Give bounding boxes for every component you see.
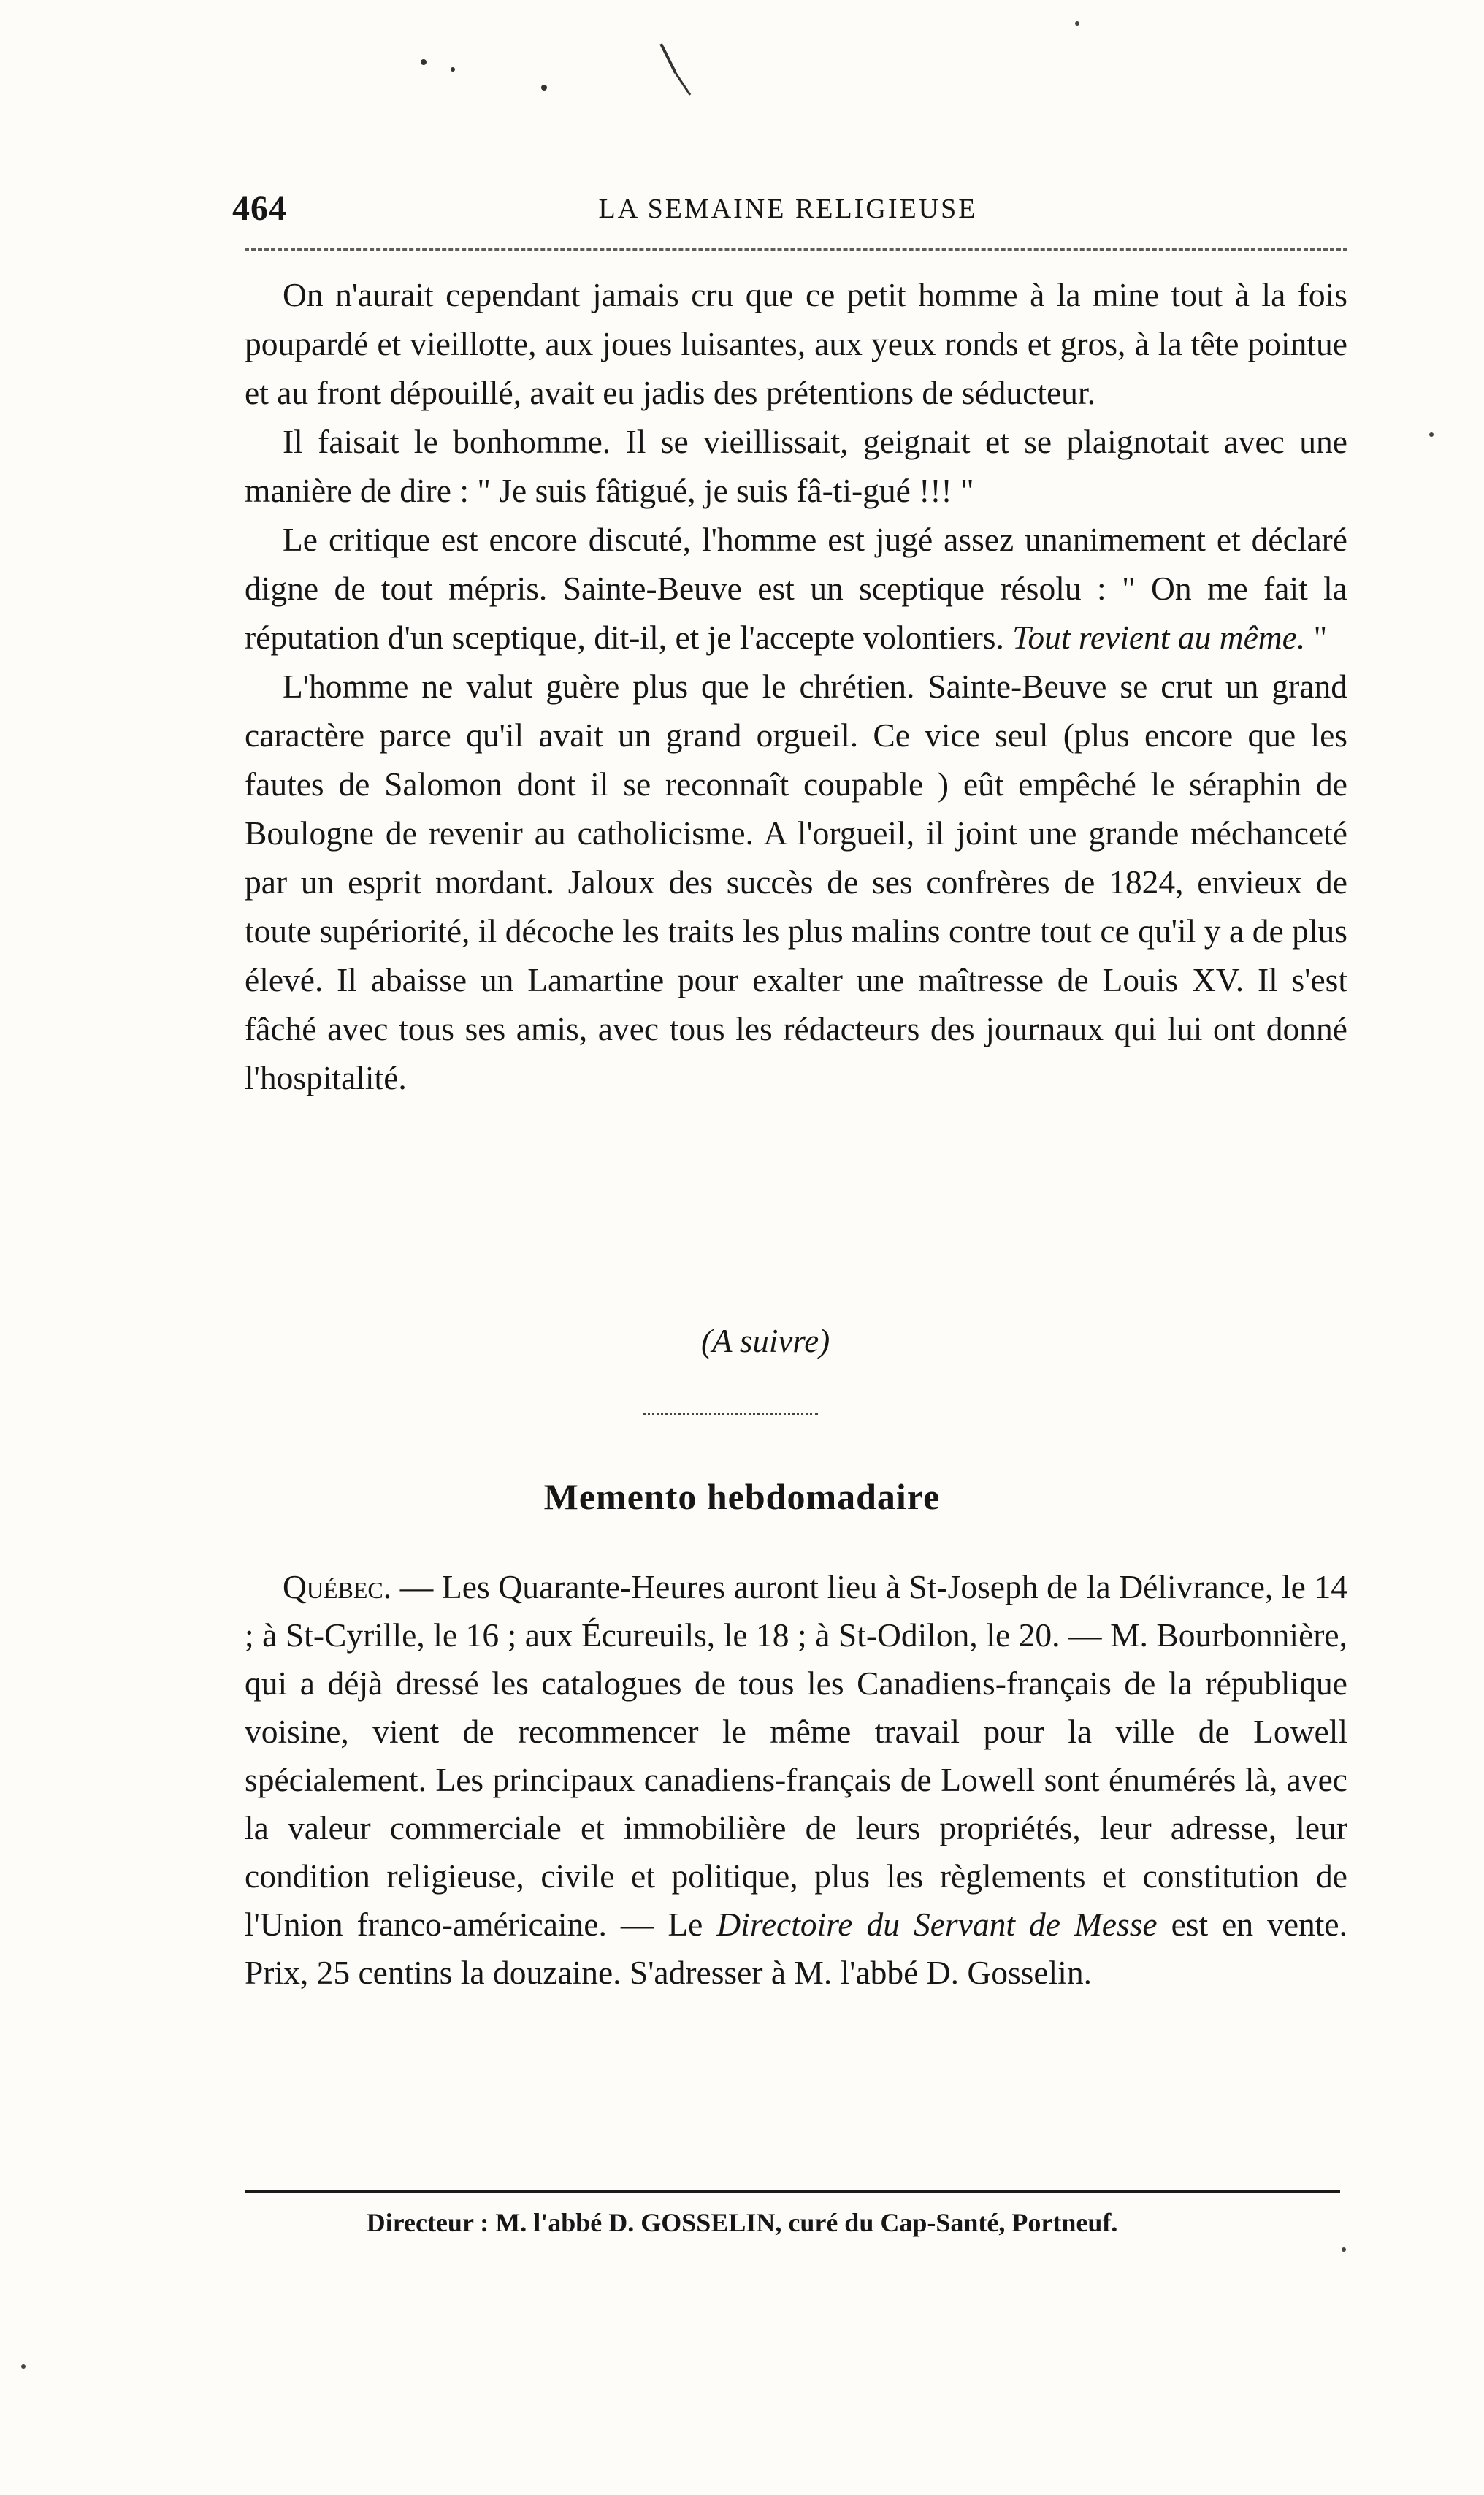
scan-speck — [1075, 21, 1079, 26]
article-paragraph — [245, 515, 1347, 662]
article-quote-italic: Tout revient au même. — [1012, 619, 1306, 656]
section-separator — [643, 1413, 818, 1415]
article-quote-close: " — [1305, 619, 1328, 656]
footer-credit: Directeur : M. l'abbé D. GOSSELIN, curé du Cap-Santé, Portneuf. — [366, 2208, 1118, 2237]
scan-speck — [451, 67, 455, 72]
article-paragraph-text: Le critique est encore discuté, l'homme est jugé assez unanimement et déclaré digne de tout mépris. Sainte-Beuve est un sceptique résolu : " On me fait la réputation d'un sceptique, dit-il, et je l'accepte volontiers. — [245, 521, 1347, 656]
scan-speck — [21, 2364, 26, 2369]
memento-lead: Québec. — [283, 1568, 392, 1605]
scan-speck — [1342, 2247, 1346, 2252]
article-paragraph: L'homme ne valut guère plus que le chrétien. Sainte-Beuve se crut un grand caractère parce qu'il avait un grand orgueil. Ce vice seul (plus encore que les fautes de Salomon dont il se reconnaît coupable ) eût empêché le séraphin de Boulogne de revenir au catholicisme. A l'orgueil, il joint une grande méchanceté par un esprit mordant. Jaloux des succès de ses confrères de 1824, envieux de toute supériorité, il décoche les traits les plus malins contre tout ce qu'il y a de plus élevé. Il abaisse un Lamartine pour exalter une maîtresse de Louis XV. Il s'est fâché avec tous ses amis, avec tous les rédacteurs des journaux qui lui ont donné l'hospitalité. — [245, 668, 1347, 1096]
footer-rule — [245, 2190, 1340, 2193]
page-header — [232, 188, 1344, 240]
page-number: 464 — [232, 189, 287, 228]
article-paragraph: Il faisait le bonhomme. Il se vieillissait, geignait et se plaignotait avec une manière de dire : " Je suis fâtigué, je suis fâ-ti-gué !!! " — [245, 423, 1347, 509]
header-rule — [245, 248, 1347, 251]
memento-publication-title: Directoire du Servant de Messe — [716, 1906, 1158, 1943]
memento-text: est en vente. Prix, 25 centins la douzaine. S'adresser à M. l'abbé D. Gosselin. — [245, 1906, 1347, 1991]
scan-speck — [421, 59, 427, 65]
memento-paragraph — [245, 1563, 1347, 1997]
scan-mark — [676, 73, 690, 95]
scan-mark — [661, 44, 676, 73]
continued-note: (A suivre) — [701, 1323, 830, 1359]
scan-speck — [541, 85, 547, 91]
memento-text: — Les Quarante-Heures auront lieu à St-Joseph de la Délivrance, le 14 ; à St-Cyrille, le 16 ; aux Écureuils, le 18 ; à St-Odilon, le 20. — M. Bourbonnière, qui a déjà dressé les catalogues de tous les Canadiens-français de la république voisine, vient de recommencer le même travail pour la ville de Lowell spécialement. Les principaux canadiens-français de Lowell sont énumérés là, avec la valeur commerciale et immobilière de leurs propriétés, leur adresse, leur condition religieuse, civile et politique, plus les règlements et constitution de l'Union franco-américaine. — Le — [245, 1568, 1347, 1943]
memento-body — [245, 1563, 1347, 1997]
memento-title: Memento hebdomadaire — [543, 1476, 941, 1517]
running-title: LA SEMAINE RELIGIEUSE — [598, 194, 978, 224]
article-body — [245, 270, 1347, 1102]
scan-speck — [1429, 432, 1434, 437]
article-paragraph: On n'aurait cependant jamais cru que ce petit homme à la mine tout à la fois poupardé et vieillotte, aux joues luisantes, aux yeux ronds et gros, à la tête pointue et au front dépouillé, avait eu jadis des prétentions de séducteur. — [245, 276, 1347, 411]
